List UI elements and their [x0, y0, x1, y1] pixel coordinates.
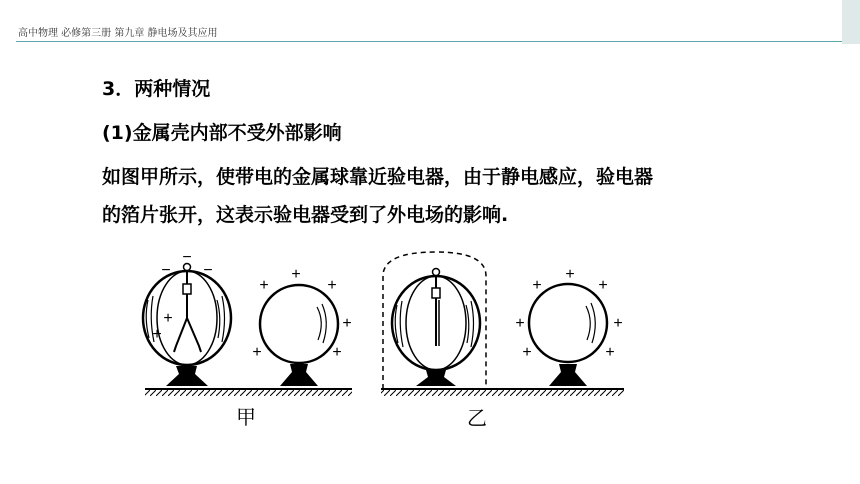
- charge-sign: +: [522, 344, 532, 361]
- scene-jia: [143, 249, 352, 429]
- charge-sign: +: [259, 277, 269, 294]
- charge-sign: +: [532, 277, 542, 294]
- paragraph-line-2: 的箔片张开，这表示验电器受到了外电场的影响.: [102, 204, 509, 226]
- figure-label-jia: 甲: [236, 405, 256, 429]
- paragraph-line-1: 如图甲所示，使带电的金属球靠近验电器，由于静电感应，验电器: [102, 166, 654, 188]
- scene-yi: [381, 252, 624, 430]
- charged-sphere-yi: [529, 284, 607, 386]
- charge-sign: +: [327, 277, 337, 294]
- charge-sign: +: [342, 315, 352, 332]
- charged-sphere-jia: [260, 285, 338, 386]
- charge-sign: +: [565, 266, 575, 283]
- charge-sign: +: [152, 326, 162, 343]
- figure-label-yi: 乙: [467, 406, 487, 430]
- charge-sign: +: [515, 315, 525, 332]
- charge-sign: −: [203, 262, 213, 279]
- subsection-heading: (1)金属壳内部不受外部影响: [102, 122, 342, 144]
- section-heading: 3．两种情况: [102, 78, 211, 100]
- charge-sign: +: [332, 344, 342, 361]
- electroscope-jia: [143, 264, 231, 387]
- electroscope-yi: [392, 269, 480, 387]
- charge-sign: +: [605, 344, 615, 361]
- ground-hatch: [381, 390, 624, 396]
- charge-sign: +: [598, 277, 608, 294]
- charge-sign: −: [182, 249, 192, 266]
- charge-sign: +: [252, 344, 262, 361]
- course-title: 高中物理 必修第三册 第九章 静电场及其应用: [18, 28, 218, 39]
- charge-sign: +: [291, 266, 301, 283]
- charge-sign: −: [161, 262, 171, 279]
- charge-sign: +: [613, 315, 623, 332]
- ground-hatch: [145, 390, 352, 396]
- charge-sign: +: [163, 310, 173, 327]
